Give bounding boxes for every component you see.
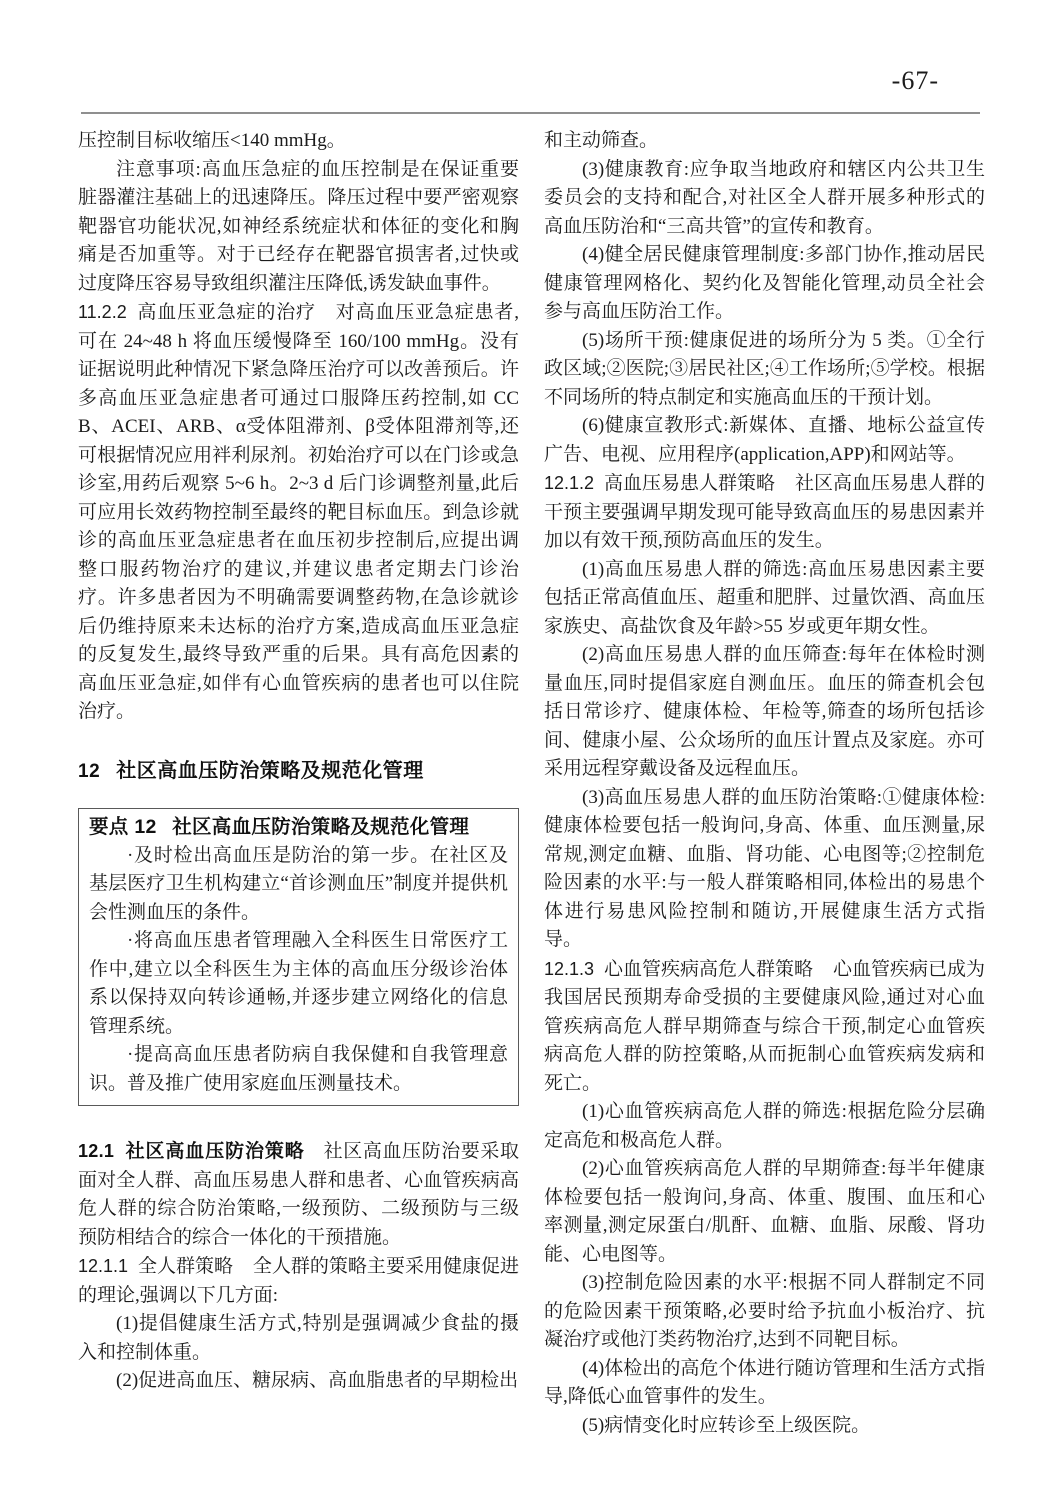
list-item: (4)体检出的高危个体进行随访管理和生活方式指导,降低心血管事件的发生。: [544, 1357, 985, 1407]
list-item: (3)高血压易患人群的血压防治策略:①健康体检:健康体检要包括一般询问,身高、体重、血压测量,尿常规,测定血糖、血脂、肾功能、心电图等;②控制危险因素的水平:与一般人群策略相同,体检出的易患个体进行易患风险控制和随访,开展健康生活方式指导。: [544, 786, 985, 950]
list-item: (5)场所干预:健康促进的场所分为 5 类。①全行政区域;②医院;③居民社区;④工作场所;⑤学校。根据不同场所的特点制定和实施高血压的干预计划。: [544, 329, 985, 408]
list-item: (5)病情变化时应转诊至上级医院。: [582, 1414, 871, 1436]
section-body: 社区高血压防治要采取面对全人群、高血压易患人群和患者、心血管疾病高危人群的综合防治策略,一级预防、二级预防与三级预防相结合的综合一体化的干预措施。: [78, 1141, 519, 1248]
carryover-paragraph: 压控制目标收缩压<140 mmHg。: [78, 130, 346, 151]
page-number: -67-: [891, 66, 939, 95]
list-item: (2)促进高血压、糖尿病、高血脂患者的早期检出: [116, 1370, 519, 1391]
key-points-label: 要点 12: [89, 815, 157, 838]
section-number: 12.1.1: [78, 1256, 129, 1276]
section-body: 对高血压亚急症患者,可在 24~48 h 将血压缓慢降至 160/100 mmHg。没有证据说明此种情况下紧急降压治疗可以改善预后。许多高血压亚急症患者可通过口服降压药控制,如 CCB、ACEI、ARB、α受体阻滞剂、β受体阻滞剂等,还可根据情况应用袢利尿剂。初始治疗可以在门诊或急诊室,用药后观察 5~6 h。2~3 d 后门诊调整剂量,此后可应用长效药物控制至最终的靶目标血压。到急诊就诊的高血压亚急症患者在血压初步控制后,应提出调整口服药物治疗的建议,并建议患者定期去门诊治疗。许多患者因为不明确需要调整药物,在急诊就诊后仍维持原来未达标的治疗方案,造成高血压亚急症的反复发生,最终导致严重的后果。具有高危因素的高血压亚急症,如伴有心血管疾病的患者也可以住院治疗。: [78, 302, 519, 722]
list-item: (2)心血管疾病高危人群的早期筛查:每半年健康体检要包括一般询问,身高、体重、腹围、血压和心率测量,测定尿蛋白/肌酐、血糖、血脂、尿酸、肾功能、心电图等。: [544, 1158, 985, 1265]
left-column: [78, 127, 519, 1440]
carryover-paragraph: 和主动筛查。: [544, 130, 659, 151]
list-item: (2)高血压易患人群的血压筛查:每年在体检时测量血压,同时提倡家庭自测血压。血压的筛查机会包括日常诊疗、健康体检、年检等,筛查的场所包括诊间、健康小屋、公众场所的血压计置点及家庭。亦可采用远程穿戴设备及远程血压。: [544, 644, 985, 779]
section-body: 社区高血压易患人群的干预主要强调早期发现可能导致高血压的易患因素并加以有效干预,预防高血压的发生。: [544, 473, 985, 551]
list-item: (1)提倡健康生活方式,特别是强调减少食盐的摄入和控制体重。: [78, 1313, 519, 1363]
section-lead: [78, 1141, 324, 1162]
section-body: 全人群的策略主要采用健康促进的理论,强调以下几方面:: [78, 1256, 519, 1306]
list-item: (3)控制危险因素的水平:根据不同人群制定不同的危险因素干预策略,必要时给予抗血小板治疗、抗凝治疗或他汀类药物治疗,达到不同靶目标。: [544, 1272, 985, 1350]
list-item: (6)健康宣教形式:新媒体、直播、地标公益宣传广告、电视、应用程序(application,APP)和网站等。: [544, 415, 985, 465]
section-12-1-2: [544, 469, 985, 556]
key-points-title: [89, 812, 508, 842]
key-points-heading: 社区高血压防治策略及规范化管理: [172, 815, 470, 838]
section-body: 心血管疾病已成为我国居民预期寿命受损的主要健康风险,通过对心血管疾病高危人群早期筛查与综合干预,制定心血管疾病高危人群的防控策略,从而扼制心血管疾病发病和死亡。: [544, 958, 985, 1094]
section-title: 心血管疾病高危人群策略: [603, 958, 813, 980]
section-title: 高血压亚急症的治疗: [136, 302, 316, 323]
key-points-box: [78, 808, 519, 1107]
section-12-1-3: [544, 955, 985, 1099]
notes-paragraph: 注意事项:高血压急症的血压控制是在保证重要脏器灌注基础上的迅速降压。降压过程中要严密观察靶器官功能状况,如神经系统症状和体征的变化和胸痛是否加重等。对于已经存在靶器官损害者,过快或过度降压容易导致组织灌注压降低,诱发缺血事件。: [78, 158, 519, 294]
list-item: (3)健康教育:应争取当地政府和辖区内公共卫生委员会的支持和配合,对社区全人群开展多种形式的高血压防治和“三高共管”的宣传和教育。: [544, 158, 985, 237]
section-title: 社区高血压防治策略: [125, 1141, 305, 1162]
header-rule: [81, 112, 980, 114]
section-number: 12.1: [78, 1141, 115, 1161]
key-point-item: ·及时检出高血压是防治的第一步。在社区及基层医疗卫生机构建立“首诊测血压”制度并提供机会性测血压的条件。: [89, 844, 508, 923]
list-item: (4)健全居民健康管理制度:多部门协作,推动居民健康管理网格化、契约化及智能化管理,动员全社会参与高血压防治工作。: [544, 244, 985, 322]
page-content: [78, 127, 985, 1440]
section-number: 12.1.2: [544, 473, 595, 493]
section-number: 11.2.2: [78, 302, 127, 322]
section-title: 全人群策略: [137, 1256, 233, 1277]
section-heading-title: 社区高血压防治策略及规范化管理: [116, 759, 424, 782]
key-point-item: ·将高血压患者管理融入全科医生日常医疗工作中,建立以全科医生为主体的高血压分级诊治体系以保持双向转诊通畅,并逐步建立网络化的信息管理系统。: [89, 930, 508, 1037]
list-item: (1)高血压易患人群的筛选:高血压易患因素主要包括正常高值血压、超重和肥胖、过量饮酒、高血压家族史、高盐饮食及年龄>55 岁或更年期女性。: [544, 558, 985, 637]
section-number: 12: [78, 760, 101, 782]
section-12-1-1: [78, 1252, 519, 1310]
key-point-item: ·提高高血压患者防病自我保健和自我管理意识。普及推广使用家庭血压测量技术。: [89, 1044, 508, 1094]
section-11-2-2: [78, 298, 519, 727]
section-12-1: [78, 1137, 519, 1252]
right-column: [544, 127, 985, 1440]
section-heading-12: [78, 757, 519, 786]
section-title: 高血压易患人群策略: [603, 473, 775, 494]
list-item: (1)心血管疾病高危人群的筛选:根据危险分层确定高危和极高危人群。: [544, 1101, 985, 1151]
section-number: 12.1.3: [544, 958, 595, 979]
